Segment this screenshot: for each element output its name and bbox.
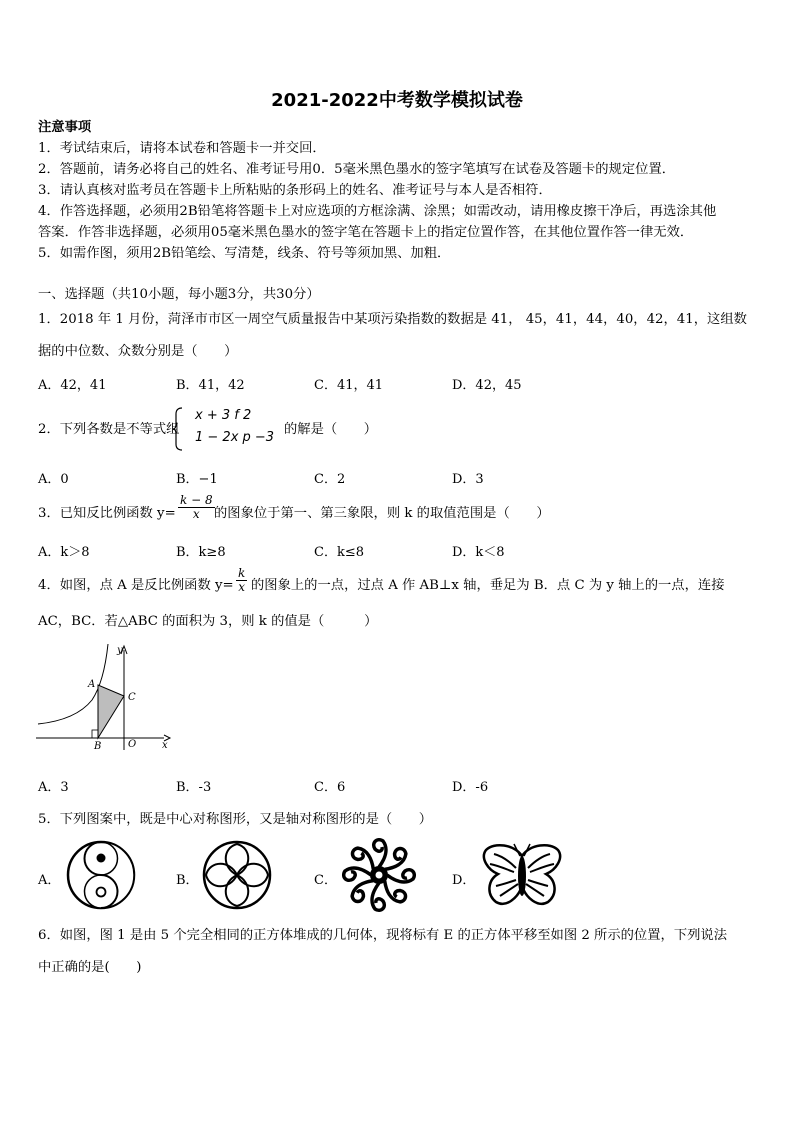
q4-line2: AC，BC．若△ABC 的面积为 3，则 k 的值是（ ） [38, 614, 378, 629]
q5-option-b-label: B． [176, 873, 199, 888]
triangle-abc [98, 685, 124, 738]
notice-item: 4．作答选择题，必须用2B铅笔将答题卡上对应选项的方框涂满、涂黑；如需改动，请用橡皮擦干净后，再选涂其他 [38, 204, 717, 219]
q5-text: 5．下列图案中，既是中心对称图形，又是轴对称图形的是（ ） [38, 812, 433, 827]
page-title: 2021-2022中考数学模拟试卷 [271, 90, 523, 111]
q3-option-c: C．k≤8 [314, 545, 364, 560]
section-heading: 一、选择题（共10小题，每小题3分，共30分） [38, 287, 320, 302]
brace-icon [172, 406, 184, 452]
q2-option-c: C．2 [314, 472, 346, 487]
q3-option-d: D．k＜8 [452, 545, 505, 560]
q1-line2: 据的中位数、众数分别是（ ） [38, 344, 238, 359]
q4-fraction-denominator: x [238, 580, 246, 594]
q4-option-d: D．-6 [452, 780, 489, 795]
q2-suffix: 的解是（ ） [284, 422, 378, 437]
q4-option-c: C．6 [314, 780, 346, 795]
q3-prefix: 3．已知反比例函数 y= [38, 506, 176, 521]
notice-item: 2．答题前，请务必将自己的姓名、准考证号用0．5毫米黑色墨水的签字笔填写在试卷及答题卡的规定位置． [38, 162, 676, 177]
label-a: A [88, 679, 96, 690]
label-c: C [128, 692, 136, 703]
notice-item: 3．请认真核对监考员在答题卡上所粘贴的条形码上的姓名、准考证号与本人是否相符． [38, 183, 552, 198]
notice-item: 1．考试结束后，请将本试卷和答题卡一并交回． [38, 141, 326, 156]
notice-item: 5．如需作图，须用2B铅笔绘、写清楚，线条、符号等须加黑、加粗． [38, 246, 451, 261]
notice-item: 答案．作答非选择题，必须用05毫米黑色墨水的签字笔在答题卡上的指定位置作答，在其他位置作答一律无效． [38, 225, 694, 240]
q6-line2: 中正确的是( ) [38, 960, 142, 975]
q1-option-b: B．41，42 [176, 378, 245, 393]
q3-suffix: 的图象位于第一、第三象限，则 k 的取值范围是（ ） [214, 506, 550, 521]
q4-option-b: B．-3 [176, 780, 212, 795]
q1-option-d: D．42，45 [452, 378, 522, 393]
q6-line1: 6．如图，图 1 是由 5 个完全相同的正方体堆成的几何体，现将标有 E 的正方体平移至如图 2 所示的位置，下列说法 [38, 928, 728, 943]
q5-option-c-label: C． [314, 873, 337, 888]
q4-suffix: 的图象上的一点，过点 A 作 AB⊥x 轴，垂足为 B．点 C 为 y 轴上的一点，连接 [251, 578, 725, 593]
q3-fraction-numerator: k − 8 [180, 493, 213, 507]
label-x: x [162, 740, 168, 751]
notice-heading: 注意事项 [38, 120, 92, 135]
q1-option-c: C．41，41 [314, 378, 384, 393]
q3-fraction [178, 494, 215, 521]
q3-option-b: B．k≥8 [176, 545, 226, 560]
q2-system-line2: 1 − 2x p −3 [195, 430, 275, 445]
q1-option-a: A．42，41 [38, 378, 107, 393]
four-petal-flower-icon [200, 838, 274, 912]
q2-option-d: D．3 [452, 472, 484, 487]
q1-line1: 1．2018 年 1 月份，菏泽市市区一周空气质量报告中某项污染指数的数据是 41， 45，41，44，40，42，41，这组数 [38, 312, 747, 327]
q5-option-d-label: D． [452, 873, 476, 888]
right-angle-mark [92, 730, 98, 738]
q3-option-a: A．k＞8 [38, 545, 90, 560]
label-b: B [94, 741, 102, 752]
q2-option-b: B．−1 [176, 472, 218, 487]
q4-prefix: 4．如图，点 A 是反比例函数 y= [38, 578, 234, 593]
yin-yang-icon [64, 838, 138, 912]
q5-option-a-label: A． [38, 873, 61, 888]
q2-system-line1: x + 3 f 2 [195, 408, 252, 423]
pinwheel-flower-icon [338, 834, 420, 916]
q4-figure [36, 640, 176, 755]
q2-option-a: A．0 [38, 472, 69, 487]
q4-fraction [236, 567, 247, 594]
label-o: O [128, 739, 137, 750]
label-y: y [117, 645, 123, 656]
q4-option-a: A．3 [38, 780, 69, 795]
q2-prefix: 2．下列各数是不等式组 [38, 422, 180, 437]
q4-fraction-numerator: k [238, 566, 246, 580]
butterfly-icon [480, 842, 564, 910]
q3-fraction-denominator: x [192, 507, 200, 521]
